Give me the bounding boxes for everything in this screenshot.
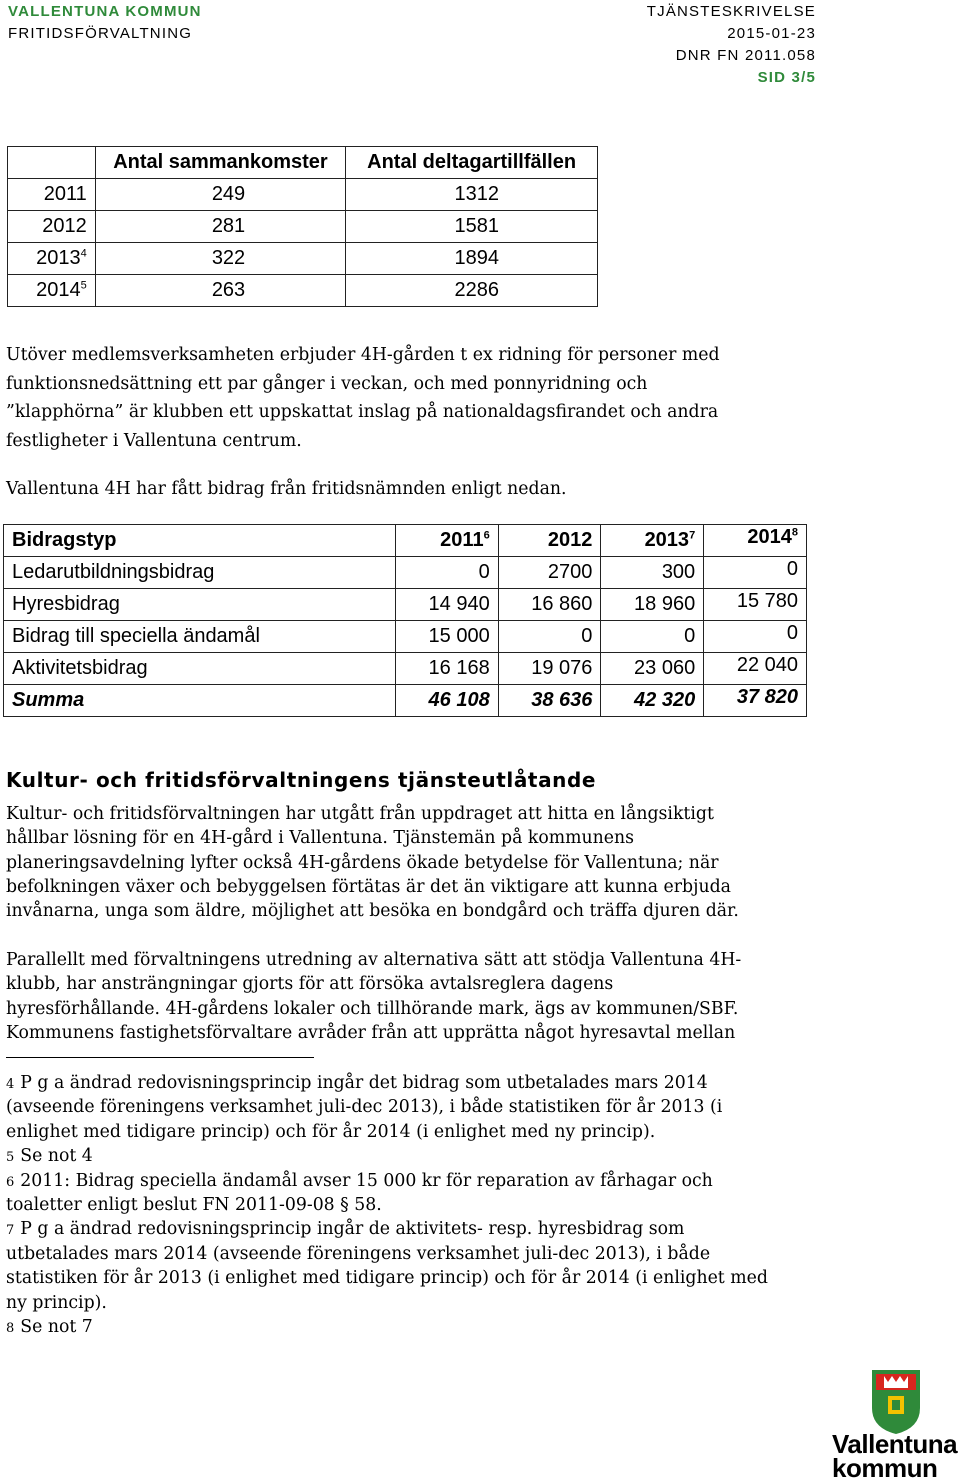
footnote xyxy=(6,1144,768,1168)
footnote-ref: 5 xyxy=(80,279,87,292)
footnote-mark: 4 xyxy=(6,1077,15,1092)
table-header-cell: Bidragstyp xyxy=(4,525,396,557)
department: FRITIDSFÖRVALTNING xyxy=(8,25,193,42)
text-line: invånarna, unga som äldre, möjlighet att besöka en bondgård och träffa djuren där. xyxy=(6,901,739,922)
meetings-cell: 322 xyxy=(95,243,345,275)
table-row xyxy=(8,243,598,275)
value-cell: 18 960 xyxy=(601,589,704,621)
doc-date: 2015-01-23 xyxy=(727,25,816,42)
year-cell: 2012 xyxy=(8,211,96,243)
sum-cell: 38 636 xyxy=(498,685,601,717)
paragraph-grants-intro: Vallentuna 4H har fått bidrag från fritidsnämnden enligt nedan. xyxy=(6,479,567,499)
section-heading: Kultur- och fritidsförvaltningens tjänsteutlåtande xyxy=(6,768,597,792)
text-line: Utöver medlemsverksamheten erbjuder 4H-gården t ex ridning för personer med xyxy=(6,345,720,365)
participants-cell: 1894 xyxy=(346,243,598,275)
table-header-cell: 2013$^7$ xyxy=(601,525,704,557)
text-line: hållbar lösning för en 4H-gård i Vallentuna. Tjänstemän på kommunens xyxy=(6,828,635,849)
year-cell: 2013$^4$ xyxy=(8,243,96,275)
paragraph-assessment xyxy=(6,802,739,923)
value-cell: 300 xyxy=(601,557,704,589)
org-name: VALLENTUNA KOMMUN xyxy=(8,3,202,20)
table-header-cell: 2014$^8$ xyxy=(704,522,807,554)
text-line: hyresförhållande. 4H-gårdens lokaler och tillhörande mark, ägs av kommunen/SBF. xyxy=(6,998,739,1019)
participants-cell: 2286 xyxy=(346,275,598,307)
text-line: toaletter enligt beslut FN 2011-09-08 § 58. xyxy=(6,1195,382,1216)
meetings-cell: 281 xyxy=(95,211,345,243)
value-cell: 19 076 xyxy=(498,653,601,685)
text-line: planeringsavdelning lyfter också 4H-gårdens ökade betydelse för Vallentuna; när xyxy=(6,852,719,873)
paragraph-lease xyxy=(6,948,741,1045)
grant-type-cell: Aktivitetsbidrag xyxy=(4,653,396,685)
grant-type-cell: Hyresbidrag xyxy=(4,589,396,621)
participants-cell: 1581 xyxy=(346,211,598,243)
sum-row xyxy=(4,685,807,717)
footnote-mark: 6 xyxy=(6,1174,15,1190)
participants-cell: 1312 xyxy=(346,179,598,211)
text-line: ”klapphörna” är klubben ett uppskattat inslag på nationaldagsfirandet och andra xyxy=(6,402,719,423)
logo-line: Vallentuna xyxy=(832,1429,958,1459)
table-row xyxy=(8,211,598,243)
table-header-cell: Antal deltagartillfällen xyxy=(346,147,598,179)
text-line: klubb, har ansträngningar gjorts för att försöka avtalsreglera dagens xyxy=(6,974,614,995)
text-line: Kommunens fastighetsförvaltare avråder från att upprätta något hyresavtal mellan xyxy=(6,1022,736,1043)
value-cell: 0 xyxy=(704,554,807,586)
text-line: 2011: Bidrag speciella ändamål avser 15 000 kr för reparation av fårhagar och xyxy=(20,1170,713,1191)
sum-cell: 46 108 xyxy=(395,685,498,717)
value-cell: 0 xyxy=(601,621,704,653)
text-line: befolkningen växer och bebyggelsen förtätas är det än viktigare att kunna erbjuda xyxy=(6,876,731,897)
grant-type-cell: Bidrag till speciella ändamål xyxy=(4,621,396,653)
value-cell: 0 xyxy=(395,557,498,589)
footnote-ref: 7 xyxy=(689,529,696,542)
text-line: festligheter i Vallentuna centrum. xyxy=(6,430,302,451)
table-header-row xyxy=(8,147,598,179)
year-cell: 2011 xyxy=(8,179,96,211)
footnote-mark: 5 xyxy=(6,1150,15,1166)
footnote-mark: 7 xyxy=(6,1223,15,1239)
footnote-divider xyxy=(6,1057,314,1058)
footnote-ref: 4 xyxy=(80,247,87,260)
table-header-cell xyxy=(8,147,96,179)
meetings-cell: 263 xyxy=(95,275,345,307)
sum-cell: 37 820 xyxy=(704,682,807,714)
table-header-cell: Antal sammankomster xyxy=(95,147,345,179)
year-cell: 2014$^5$ xyxy=(8,275,96,307)
value-cell: 15 000 xyxy=(395,621,498,653)
header-left xyxy=(8,1,202,45)
text-line: ny princip). xyxy=(6,1292,107,1313)
footnotes xyxy=(6,1071,768,1339)
sum-cell: 42 320 xyxy=(601,685,704,717)
text-line: Se not 4 xyxy=(20,1146,93,1167)
grant-type-cell: Ledarutbildningsbidrag xyxy=(4,557,396,589)
footnote xyxy=(6,1315,768,1339)
value-cell: 16 168 xyxy=(395,653,498,685)
table-row xyxy=(8,179,598,211)
header-right xyxy=(647,1,816,89)
footnote xyxy=(6,1217,768,1315)
text-line: P g a ändrad redovisningsprincip ingår de aktivitets- resp. hyresbidrag som xyxy=(20,1219,685,1240)
table-row xyxy=(4,557,807,589)
meetings-cell: 249 xyxy=(95,179,345,211)
text-line: funktionsnedsättning ett par gånger i veckan, och med ponnyridning och xyxy=(6,373,648,394)
doc-type: TJÄNSTESKRIVELSE xyxy=(646,3,816,20)
table-row xyxy=(4,589,807,621)
value-cell: 16 860 xyxy=(498,589,601,621)
value-cell: 23 060 xyxy=(601,653,704,685)
grants-table xyxy=(3,524,807,717)
footnote-mark: 8 xyxy=(6,1321,15,1337)
footnote xyxy=(6,1169,768,1218)
text-line: P g a ändrad redovisningsprincip ingår det bidrag som utbetalades mars 2014 xyxy=(20,1073,708,1093)
text-line: utbetalades mars 2014 (avseende föreningens verksamhet juli-dec 2013), i både xyxy=(6,1243,711,1264)
doc-dnr: DNR FN 2011.058 xyxy=(675,47,816,64)
value-cell: 14 940 xyxy=(395,589,498,621)
text-line: Kultur- och fritidsförvaltningen har utgått från uppdraget att hitta en långsiktigt xyxy=(6,804,714,824)
footnote xyxy=(6,1071,768,1144)
text-line: (avseende föreningens verksamhet juli-dec 2013), i både statistiken för år 2013 (i xyxy=(6,1097,723,1118)
text-line: Se not 7 xyxy=(20,1317,93,1338)
page-number: SID 3/5 xyxy=(757,69,816,86)
footnote-ref: 8 xyxy=(791,526,798,539)
text-line: enlighet med tidigare princip) och för år 2014 (i enlighet med ny princip). xyxy=(6,1121,656,1142)
text-line: statistiken för år 2013 (i enlighet med tidigare princip) och för år 2014 (i enlighet med xyxy=(6,1268,768,1289)
table-row xyxy=(8,275,598,307)
table-header-row xyxy=(4,525,807,557)
table-header-cell: 2012 xyxy=(498,525,601,557)
logo-text xyxy=(832,1429,958,1483)
meetings-table xyxy=(7,146,598,307)
value-cell: 0 xyxy=(498,621,601,653)
footnote-ref: 6 xyxy=(483,529,490,542)
table-row xyxy=(4,621,807,653)
value-cell: 0 xyxy=(704,618,807,650)
table-row xyxy=(4,653,807,685)
table-header-cell: 2011$^6$ xyxy=(395,525,498,557)
value-cell: 2700 xyxy=(498,557,601,589)
text-line: Parallellt med förvaltningens utredning av alternativa sätt att stödja Vallentuna 4H- xyxy=(6,950,742,970)
sum-label-cell: Summa xyxy=(4,685,396,717)
logo-line: kommun xyxy=(832,1453,938,1483)
value-cell: 15 780 xyxy=(704,586,807,618)
value-cell: 22 040 xyxy=(704,650,807,682)
paragraph-activities xyxy=(6,341,720,455)
